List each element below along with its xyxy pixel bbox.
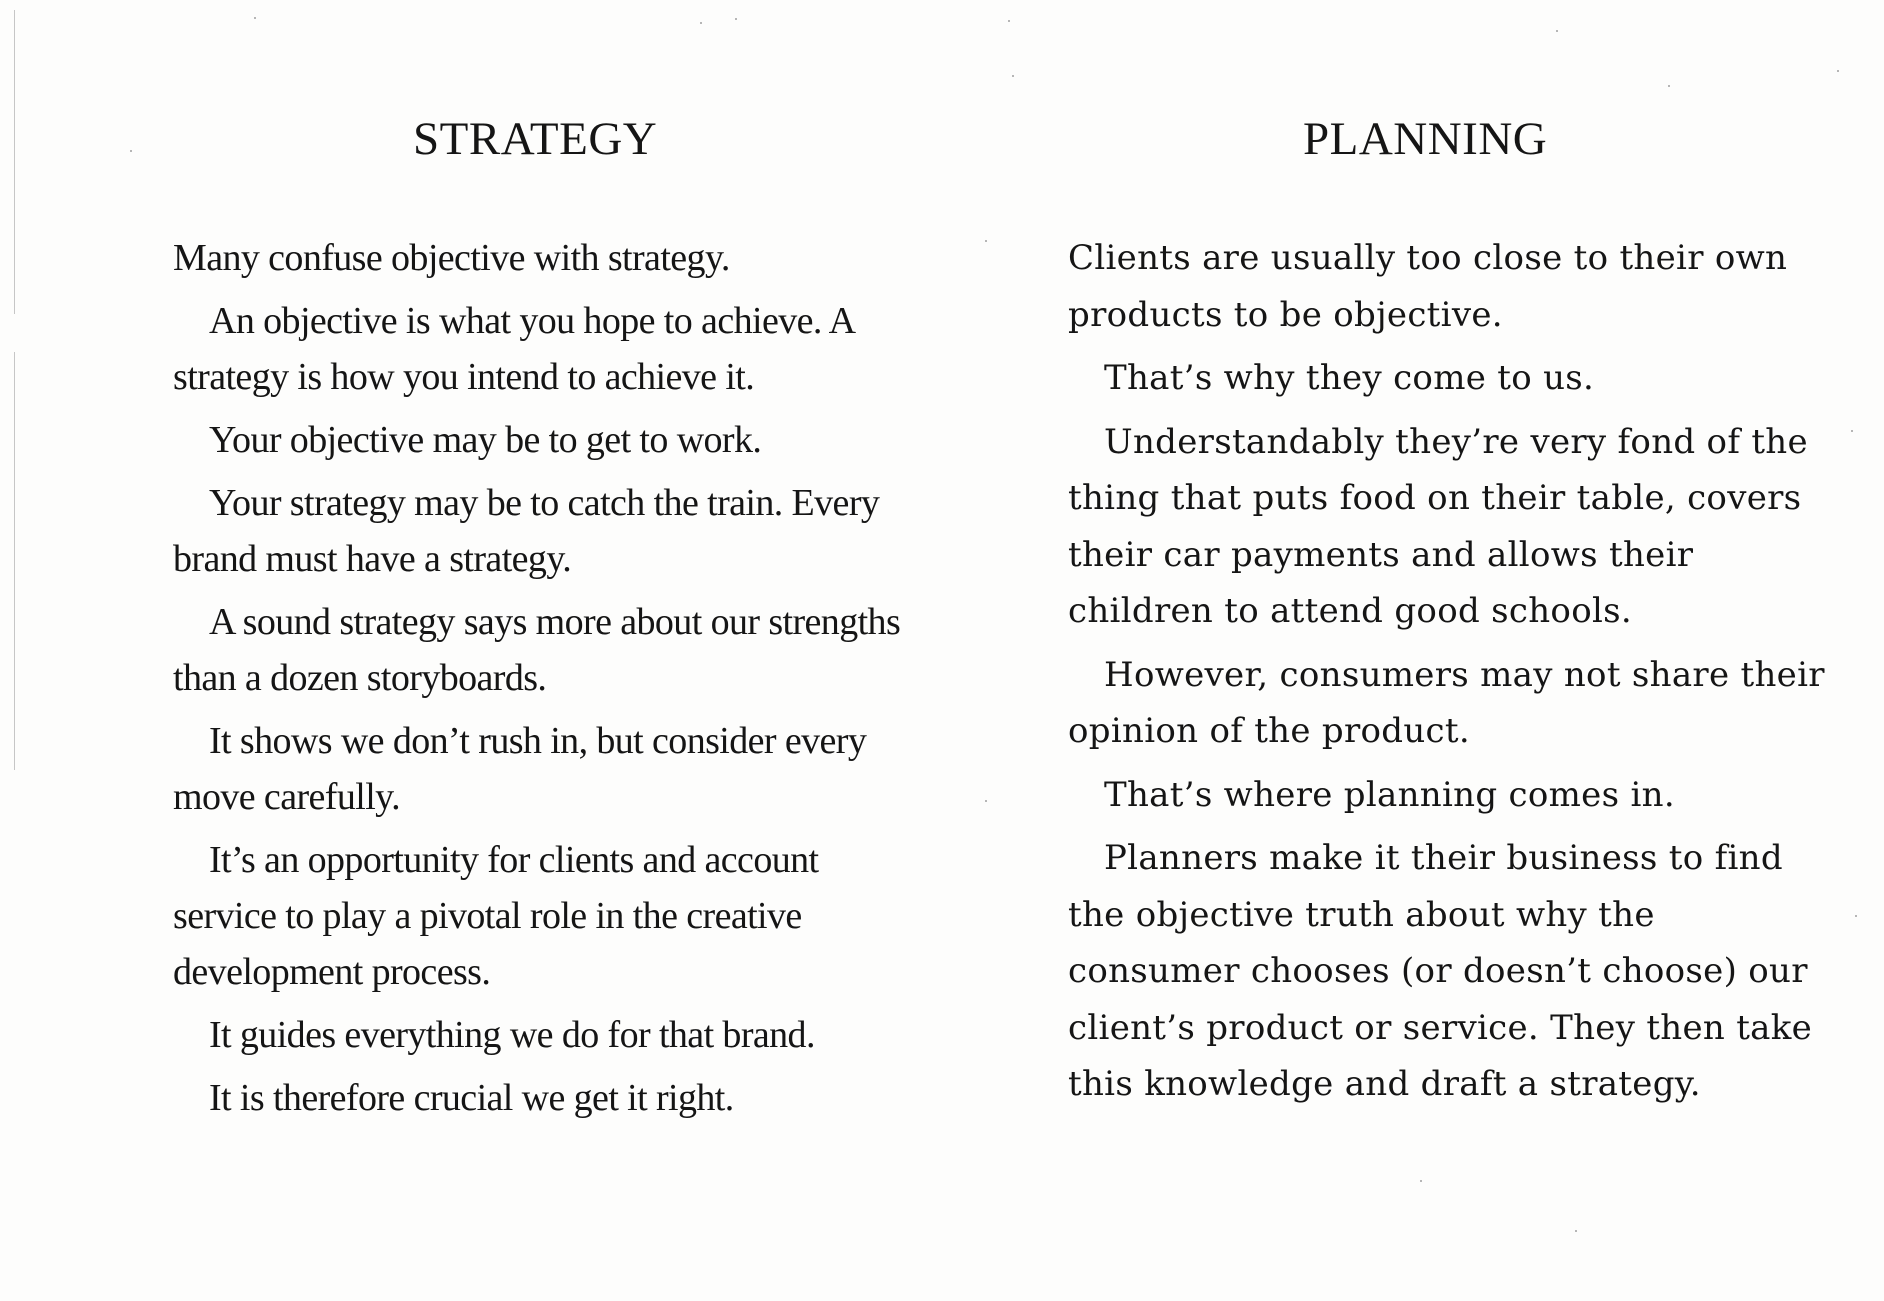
- paragraph: It shows we don’t rush in, but consider every move carefully.: [173, 720, 867, 818]
- paragraph: It’s an opportunity for clients and account service to play a pivotal role in the creative development process.: [173, 839, 819, 993]
- paragraph: Clients are usually too close to their own products to be objective.: [1068, 238, 1788, 335]
- page-heading: PLANNING: [1303, 113, 1548, 165]
- page-body: [173, 230, 913, 1133]
- paragraph: Your objective may be to get to work.: [209, 419, 762, 461]
- paragraph: Planners make it their business to find the objective truth about why the consumer chooses (or doesn’t choose) our client’s product or service. They then take this knowledge and draft a strategy.: [1068, 838, 1813, 1104]
- right-page: [990, 0, 1884, 1301]
- paragraph: It is therefore crucial we get it right.: [209, 1077, 734, 1119]
- paragraph: That’s where planning comes in.: [1104, 774, 1675, 815]
- page-heading: STRATEGY: [413, 113, 658, 165]
- paragraph: An objective is what you hope to achieve. A strategy is how you intend to achieve it.: [173, 300, 854, 398]
- paragraph: Your strategy may be to catch the train. Every brand must have a strategy.: [173, 482, 880, 580]
- paragraph: However, consumers may not share their opinion of the product.: [1068, 654, 1825, 751]
- paragraph: It guides everything we do for that brand.: [209, 1014, 815, 1056]
- paragraph: Many confuse objective with strategy.: [173, 237, 730, 279]
- paragraph: A sound strategy says more about our strengths than a dozen storyboards.: [173, 601, 901, 699]
- paragraph: That’s why they come to us.: [1104, 358, 1595, 398]
- paragraph: Understandably they’re very fond of the thing that puts food on their table, covers their car payments and allows their children to attend good schools.: [1068, 421, 1808, 631]
- page-body: [1068, 230, 1828, 1120]
